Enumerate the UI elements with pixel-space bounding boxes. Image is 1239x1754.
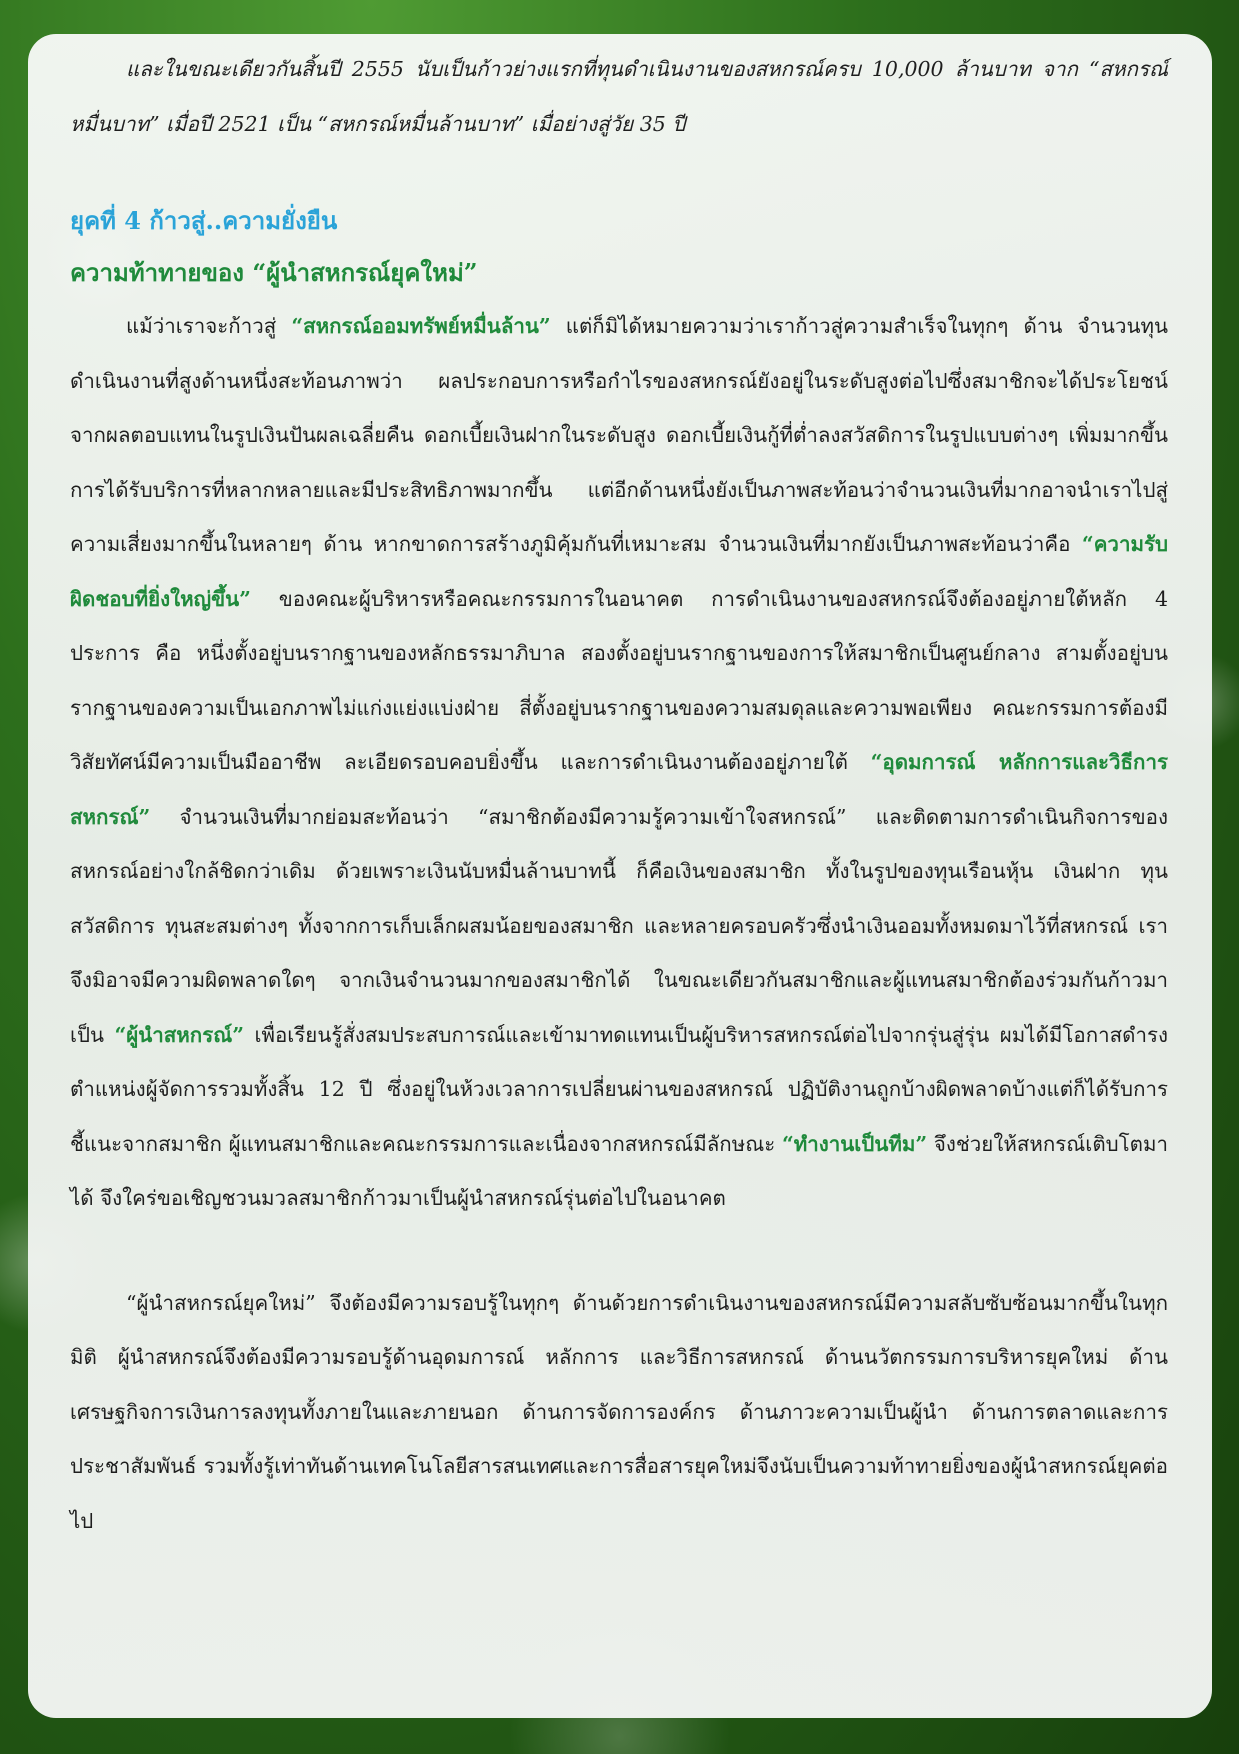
body-text: ของคณะผู้บริหารหรือคณะกรรมการในอนาคต การดำเนินงานของสหกรณ์จึงต้องอยู่ภายใต้หลัก 4 ประการ คือ หนึ่งตั้งอยู่บนรากฐานของหลักธรรมาภิบาล สองตั้งอยู่บนรากฐานของการให้สมาชิกเป็นศูนย์กลาง สามตั้งอยู่บนรากฐานของความเป็นเอกภาพไม่แก่งแย่งแบ่งฝ่าย สี่ตั้งอยู่บนรากฐานของความสมดุลและความพอเพียง คณะกรรมการต้องมีวิสัยทัศน์มีความเป็นมืออาชีพ ละเอียดรอบคอบยิ่งขึ้น และการดำเนินงานต้องอยู่ภายใต้ bbox=[70, 586, 1168, 774]
intro-paragraph: และในขณะเดียวกันสิ้นปี 2555 นับเป็นก้าวย่างแรกที่ทุนดำเนินงานของสหกรณ์ครบ 10,000 ล้านบาท จาก “สหกรณ์หมื่นบาท” เมื่อปี 2521 เป็น “สหกรณ์หมื่นล้านบาท” เมื่อย่างสู่วัย 35 ปี bbox=[70, 57, 1168, 136]
body-text: เพื่อเรียนรู้สั่งสมประสบการณ์และเข้ามาทดแทนเป็นผู้บริหารสหกรณ์ต่อไปจากรุ่นสู่รุ่น ผมได้มีโอกาสดำรงตำแหน่งผู้จัดการรวมทั้งสิ้น 12 ปี ซึ่งอยู่ในห้วงเวลาการเปลี่ยนผ่านของสหกรณ์ ปฏิบัติงานถูกบ้างผิดพลาดบ้างแต่ก็ได้รับการชี้แนะจากสมาชิก ผู้แทนสมาชิกและคณะกรรมการและเนื่องจากสหกรณ์มีลักษณะ bbox=[70, 1022, 1168, 1156]
section-subheading: ความท้าทายของ “ผู้นำสหกรณ์ยุคใหม่” bbox=[70, 258, 478, 287]
body-text: แต่ก็มิได้หมายความว่าเราก้าวสู่ความสำเร็จในทุกๆ ด้าน จำนวนทุนดำเนินงานที่สูงด้านหนึ่งสะท้อนภาพว่า ผลประกอบการหรือกำไรของสหกรณ์ยังอยู่ในระดับสูงต่อไปซึ่งสมาชิกจะได้ประโยชน์จากผลตอบแทนในรูปเงินปันผลเฉลี่ยคืน ดอกเบี้ยเงินฝากในระดับสูง ดอกเบี้ยเงินกู้ที่ต่ำลงสวัสดิการในรูปแบบต่างๆ เพิ่มมากขึ้น การได้รับบริการที่หลากหลายและมีประสิทธิภาพมากขึ้น แต่อีกด้านหนึ่งยังเป็นภาพสะท้อนว่าจำนวนเงินที่มากอาจนำเราไปสู่ความเสี่ยงมากขึ้นในหลายๆ ด้าน หากขาดการสร้างภูมิคุ้มกันที่เหมาะสม จำนวนเงินที่มากยังเป็นภาพสะท้อนว่าคือ bbox=[70, 314, 1168, 556]
highlight-phrase: “ความรับผิดชอบที่ยิ่งใหญ่ขึ้น” bbox=[70, 532, 1168, 611]
era-heading: ยุคที่ 4 ก้าวสู่..ความยั่งยืน bbox=[70, 206, 338, 235]
paragraph-spacer bbox=[70, 1226, 1168, 1276]
content-panel bbox=[28, 34, 1212, 1718]
body-text: แม้ว่าเราจะก้าวสู่ bbox=[126, 314, 292, 338]
body-text: จำนวนเงินที่มากย่อมสะท้อนว่า “สมาชิกต้องมีความรู้ความเข้าใจสหกรณ์” และติดตามการดำเนินกิจการของสหกรณ์อย่างใกล้ชิดกว่าเดิม ด้วยเพราะเงินนับหมื่นล้านบาทนี้ ก็คือเงินของสมาชิก ทั้งในรูปของทุนเรือนหุ้น เงินฝาก ทุนสวัสดิการ ทุนสะสมต่างๆ ทั้งจากการเก็บเล็กผสมน้อยของสมาชิก และหลายครอบครัวซึ่งนำเงินออมทั้งหมดมาไว้ที่สหกรณ์ เราจึงมิอาจมีความผิดพลาดใดๆ จากเงินจำนวนมากของสมาชิกได้ ในขณะเดียวกันสมาชิกและผู้แทนสมาชิกต้องร่วมกันก้าวมาเป็น bbox=[70, 804, 1168, 1047]
main-paragraph bbox=[70, 299, 1168, 1226]
highlight-phrase: “ทำงานเป็นทีม” bbox=[781, 1131, 928, 1156]
highlight-phrase: “สหกรณ์ออมทรัพย์หมื่นล้าน” bbox=[291, 314, 551, 338]
highlight-phrase: “ผู้นำสหกรณ์” bbox=[114, 1022, 245, 1047]
highlight-phrase: “อุดมการณ์ หลักการและวิธีการสหกรณ์” bbox=[70, 750, 1168, 829]
closing-paragraph: “ผู้นำสหกรณ์ยุคใหม่” จึงต้องมีความรอบรู้ในทุกๆ ด้านด้วยการดำเนินงานของสหกรณ์มีความสลับซับซ้อนมากขึ้นในทุกมิติ ผู้นำสหกรณ์จึงต้องมีความรอบรู้ด้านอุดมการณ์ หลักการ และวิธีการสหกรณ์ ด้านนวัตกรรมการบริหารยุคใหม่ ด้านเศรษฐกิจการเงินการลงทุนทั้งภายในและภายนอก ด้านการจัดการองค์กร ด้านภาวะความเป็นผู้นำ ด้านการตลาดและการประชาสัมพันธ์ รวมทั้งรู้เท่าทันด้านเทคโนโลยีสารสนเทศและการสื่อสารยุคใหม่จึงนับเป็นความท้าทายยิ่งของผู้นำสหกรณ์ยุคต่อไป bbox=[70, 1290, 1168, 1533]
body-text: จึงช่วยให้สหกรณ์เติบโตมาได้ จึงใคร่ขอเชิญชวนมวลสมาชิกก้าวมาเป็นผู้นำสหกรณ์รุ่นต่อไปในอนาคต bbox=[70, 1131, 1168, 1210]
